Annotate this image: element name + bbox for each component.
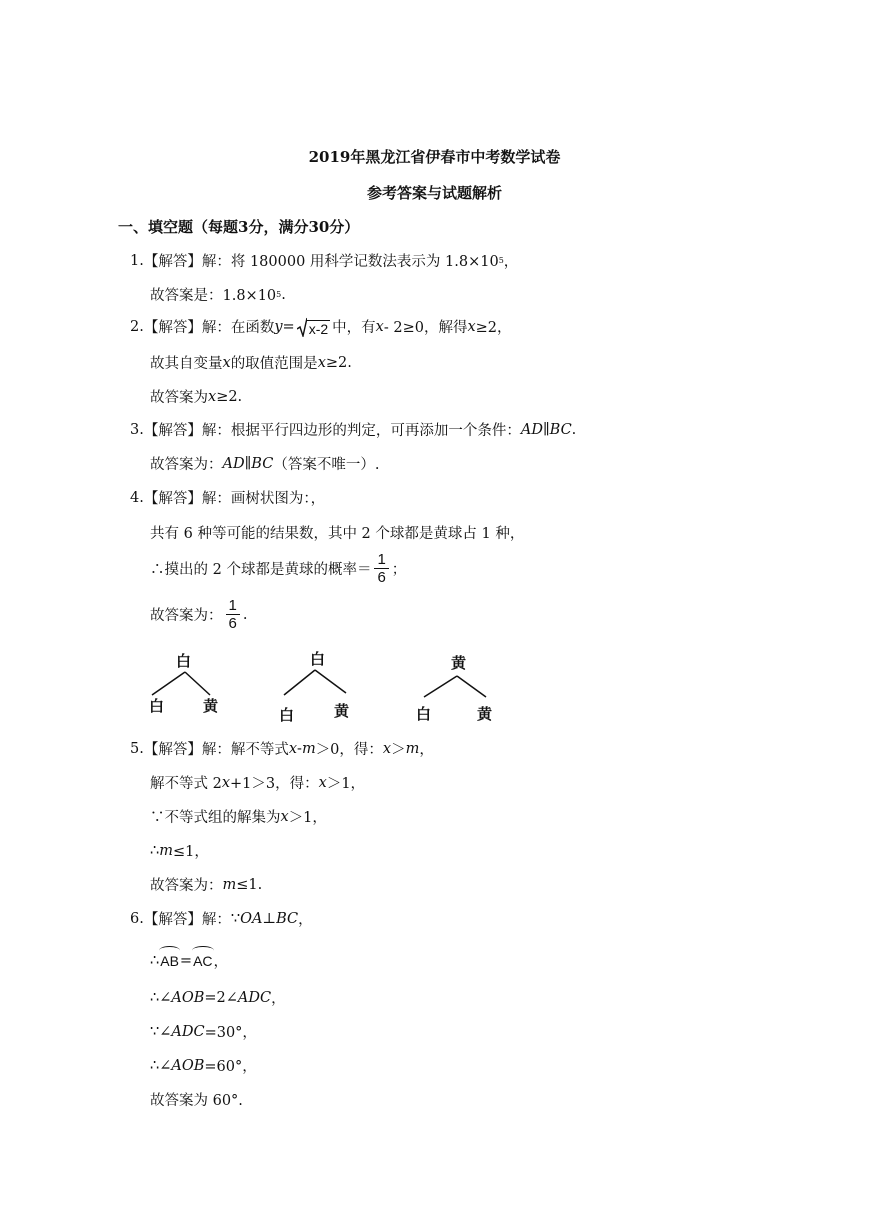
tree-leaf-right: 黄 — [477, 706, 493, 723]
question-6-line-4: ∵∠ ADC =30°， — [150, 1023, 257, 1041]
question-3-line-1: 3. 【解答】解： 根据平行四边形的判定，可再添加一个条件： AD∥BC . — [130, 421, 577, 439]
question-6-line-2: ∴ AB = AC ， — [150, 952, 229, 970]
tree-leaf-left: 白 — [149, 698, 165, 715]
fraction: $\frac{1}{6}$ — [226, 598, 240, 631]
question-3-answer: 故答案为： AD∥BC （答案不唯一）. — [150, 455, 380, 473]
tree-diagram-2 — [270, 645, 390, 725]
page-title: 2019年黑龙江省伊春市中考数学试卷 — [308, 148, 561, 166]
question-6-answer: 故答案为 60°. — [150, 1093, 243, 1109]
question-6-line-1: 6. 【解答】解： ∵ OA⊥BC ， — [130, 910, 313, 928]
page-subtitle: 参考答案与试题解析 — [366, 184, 502, 202]
tree-diagram-3 — [410, 645, 530, 725]
question-1-line-1: 1. 【解答】解： 将 180000 用科学记数法表示为 1.8×10 5 ， — [130, 252, 519, 270]
question-4-line-3: ∴摸出的 2 个球都是黄球的概率＝ $\frac{1}{6}$ ； — [150, 551, 407, 586]
tree-leaf-right: 黄 — [203, 698, 219, 715]
tree-root: 白 — [176, 653, 192, 670]
fraction: $\frac{1}{6}$ — [374, 552, 388, 585]
question-2-line-1: 2. 【解答】解： 在函数 y = x-2 中，有 x - 2≥0，解得 x ≥2， — [130, 318, 512, 337]
tree-diagram-1 — [140, 645, 260, 720]
square-root: x-2 — [297, 317, 330, 337]
question-2-answer: 故答案为 x ≥2. — [150, 388, 243, 406]
tree-root: 白 — [310, 651, 326, 668]
question-4-line-2: 共有 6 种等可能的结果数，其中 2 个球都是黄球占 1 种， — [150, 526, 525, 542]
question-5-line-2: 解不等式 2 x +1＞3，得： x ＞1， — [150, 774, 366, 792]
radical-sign-icon — [297, 317, 307, 337]
question-5-line-1: 5. 【解答】解： 解不等式 x - m ＞0，得： x ＞ m ， — [130, 740, 434, 758]
question-6-line-3: ∴∠ AOB =2∠ ADC ， — [150, 989, 286, 1007]
tree-leaf-right: 黄 — [334, 703, 350, 720]
question-4-answer: 故答案为： $\frac{1}{6}$ . — [150, 597, 248, 632]
tree-root: 黄 — [451, 655, 467, 672]
question-1-answer: 故答案是：1.8×10 5 . — [150, 286, 286, 304]
arc-ac: AC — [193, 952, 213, 969]
question-6-line-5: ∴∠ AOB =60°， — [150, 1057, 257, 1075]
tree-leaf-left: 白 — [416, 706, 432, 723]
question-2-line-2: 故其自变量 x 的取值范围是 x ≥2. — [150, 354, 352, 372]
tree-leaf-left: 白 — [279, 707, 295, 724]
section-heading: 一、填空题（每题3分，满分30分） — [118, 218, 360, 236]
question-5-answer: 故答案为： m ≤1. — [150, 876, 263, 894]
question-5-line-3: ∵不等式组的解集为 x ＞1， — [150, 808, 327, 826]
question-4-line-1: 4. 【解答】解： 画树状图为：， — [130, 489, 326, 507]
arc-ab: AB — [160, 952, 179, 969]
question-5-line-4: ∴ m ≤1， — [150, 842, 209, 860]
